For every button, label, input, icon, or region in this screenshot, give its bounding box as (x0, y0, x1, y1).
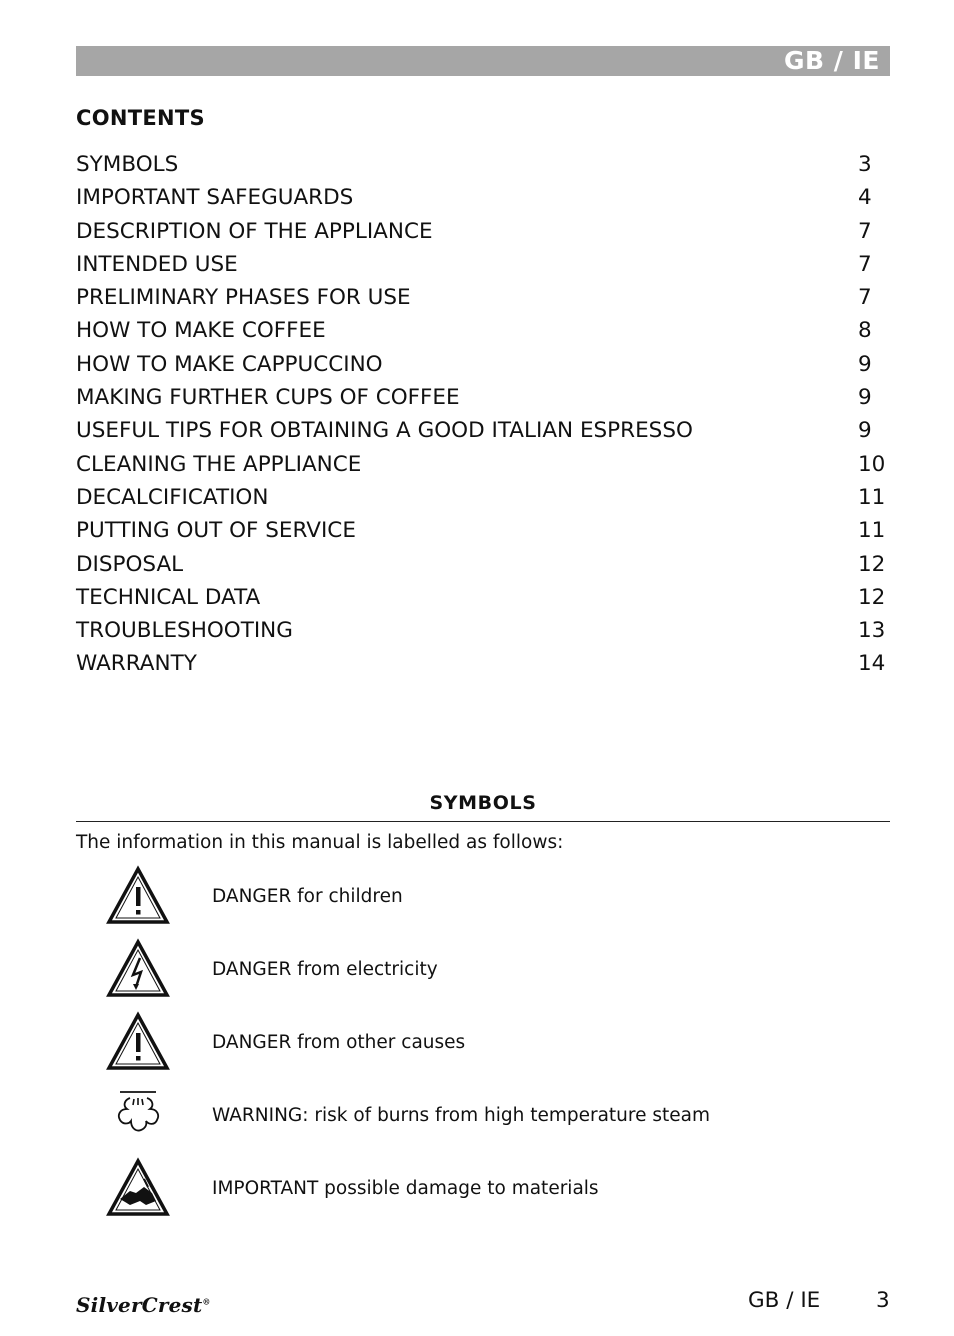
language-header-bar (76, 46, 890, 76)
symbol-label: DANGER for children (212, 886, 403, 907)
toc-entry-page: 14 (858, 651, 886, 677)
language-label: GB / IE (784, 46, 880, 75)
toc-entry-page: 9 (858, 418, 872, 444)
toc-entry-page: 4 (858, 185, 872, 211)
toc-entry-page: 12 (858, 551, 886, 577)
symbol-label: DANGER from other causes (212, 1032, 466, 1053)
toc-entry-title: DISPOSAL (76, 551, 184, 577)
toc-entry-title: SYMBOLS (76, 152, 179, 177)
toc-entry-page: 8 (858, 318, 872, 344)
toc-entry (76, 647, 888, 680)
toc-entry-title: TECHNICAL DATA (76, 584, 261, 610)
toc-entry-title: HOW TO MAKE COFFEE (76, 318, 326, 344)
toc-entry-title: DESCRIPTION OF THE APPLIANCE (76, 218, 433, 244)
symbol-label: DANGER from electricity (212, 959, 438, 980)
hot-steam-icon (106, 1084, 170, 1146)
material-damage-icon (106, 1157, 170, 1219)
symbol-row (76, 1081, 890, 1154)
symbol-row (76, 1154, 890, 1227)
toc-entry (76, 248, 888, 281)
brand-logo (76, 1293, 211, 1317)
warning-children-icon (106, 865, 170, 927)
toc-entry (76, 215, 888, 248)
toc-entry-page: 9 (858, 351, 872, 377)
toc-entry (76, 548, 888, 581)
toc-entry (76, 181, 888, 214)
toc-entry-title: IMPORTANT SAFEGUARDS (76, 185, 354, 211)
toc-entry-title: MAKING FURTHER CUPS OF COFFEE (76, 385, 460, 411)
symbol-label: WARNING: risk of burns from high temperature steam (212, 1105, 711, 1126)
contents-title: CONTENTS (76, 106, 205, 130)
toc-entry-page: 12 (858, 584, 886, 610)
brand-name: SilverCrest (76, 1293, 203, 1317)
symbols-intro: The information in this manual is labelled as follows: (76, 832, 564, 853)
toc-entry-page: 13 (858, 618, 886, 644)
symbol-row (76, 1008, 890, 1081)
toc-entry (76, 514, 888, 547)
toc-entry-title: WARRANTY (76, 651, 197, 677)
toc-entry (76, 448, 888, 481)
toc-entry-title: USEFUL TIPS FOR OBTAINING A GOOD ITALIAN ESPRESSO (76, 418, 693, 444)
toc-entry-page: 3 (858, 152, 872, 177)
toc-entry (76, 348, 888, 381)
toc-entry-page: 10 (858, 451, 886, 477)
toc-entry (76, 581, 888, 614)
footer-language-label: GB / IE (748, 1288, 821, 1313)
toc-entry (76, 148, 888, 181)
toc-entry (76, 314, 888, 347)
section-divider (76, 821, 890, 822)
general-danger-icon (106, 1011, 170, 1073)
toc-entry-page: 11 (858, 518, 886, 544)
toc-entry (76, 414, 888, 447)
electricity-danger-icon (106, 938, 170, 1000)
toc-entry (76, 481, 888, 514)
toc-entry-page: 11 (858, 484, 886, 510)
page-number: 3 (876, 1288, 890, 1313)
symbols-list (76, 862, 890, 1227)
toc-entry-title: INTENDED USE (76, 251, 238, 277)
symbol-label: IMPORTANT possible damage to materials (212, 1178, 599, 1199)
toc-entry (76, 381, 888, 414)
toc-entry-title: CLEANING THE APPLIANCE (76, 451, 362, 477)
toc-entry-page: 9 (858, 385, 872, 411)
table-of-contents (76, 148, 888, 681)
toc-entry (76, 614, 888, 647)
toc-entry-title: HOW TO MAKE CAPPUCCINO (76, 351, 383, 377)
toc-entry-title: PRELIMINARY PHASES FOR USE (76, 285, 411, 311)
symbols-heading: SYMBOLS (429, 792, 537, 814)
toc-entry (76, 281, 888, 314)
toc-entry-title: DECALCIFICATION (76, 484, 269, 510)
toc-entry-page: 7 (858, 285, 872, 311)
toc-entry-title: TROUBLESHOOTING (76, 618, 293, 644)
toc-entry-page: 7 (858, 218, 872, 244)
symbol-row (76, 862, 890, 935)
toc-entry-title: PUTTING OUT OF SERVICE (76, 518, 356, 544)
toc-entry-page: 7 (858, 251, 872, 277)
registered-mark: ® (202, 1296, 211, 1307)
symbol-row (76, 935, 890, 1008)
